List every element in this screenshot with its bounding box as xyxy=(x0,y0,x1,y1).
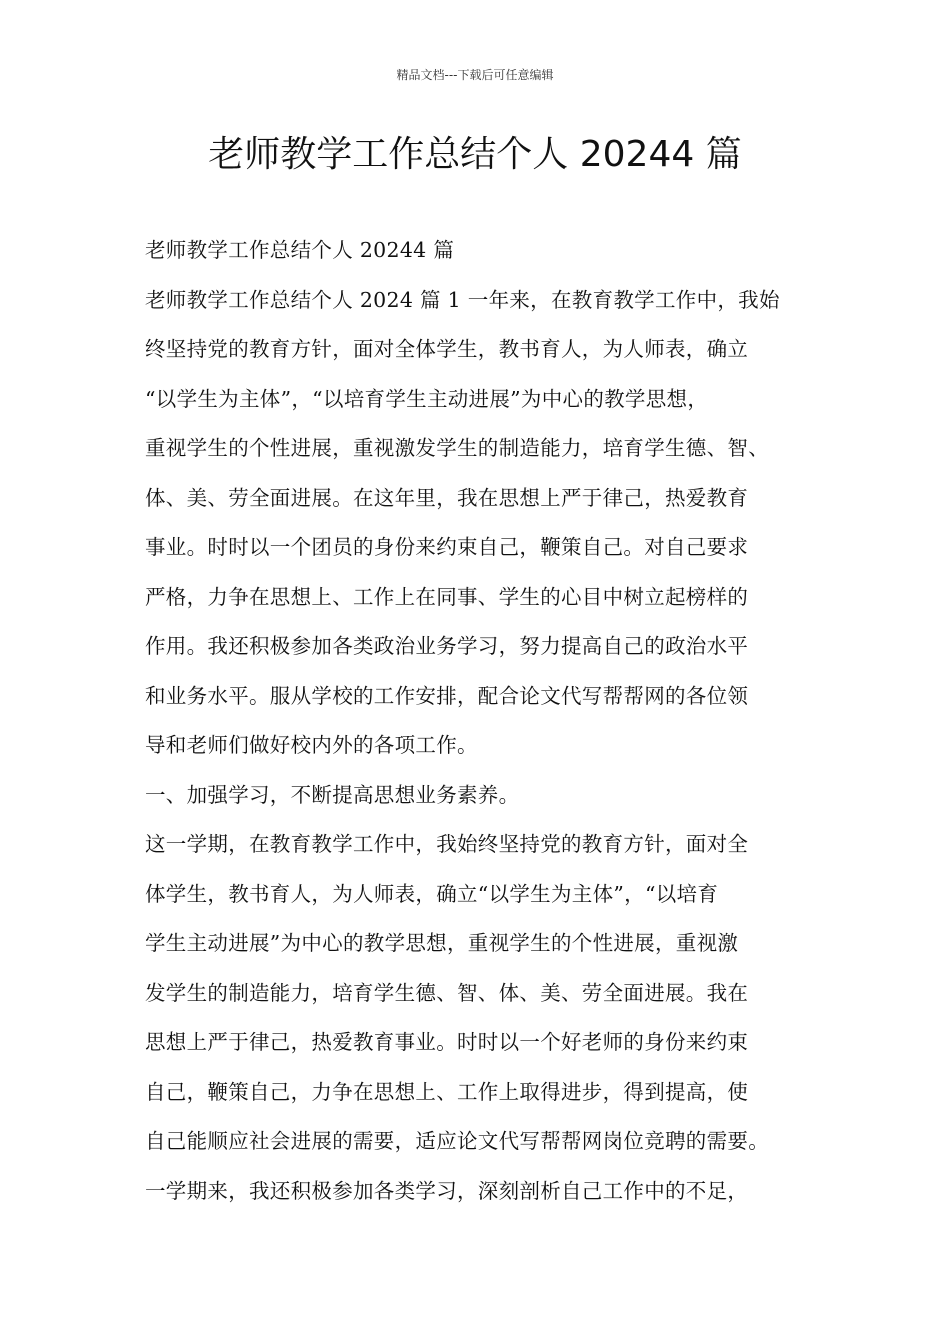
text-line: 事业。时时以一个团员的身份来约束自己，鞭策自己。对自己要求 xyxy=(145,535,749,559)
text-line: 这一学期，在教育教学工作中，我始终坚持党的教育方针，面对全 xyxy=(145,832,749,856)
document-title: 老师教学工作总结个人 20244 篇 xyxy=(208,134,742,175)
text-line: 重视学生的个性进展，重视激发学生的制造能力，培育学生德、智、 xyxy=(145,436,769,460)
section-heading: 一、加强学习，不断提高思想业务素养。 xyxy=(145,782,520,807)
text-line: 发学生的制造能力，培育学生德、智、体、美、劳全面进展。我在 xyxy=(145,980,749,1005)
text-line: 终坚持党的教育方针，面对全体学生，教书育人，为人师表，确立 xyxy=(145,337,749,361)
text-line: 严格，力争在思想上、工作上在同事、学生的心目中树立起榜样的 xyxy=(145,584,749,609)
text-line: 导和老师们做好校内外的各项工作。 xyxy=(145,733,478,757)
text-line: 自己，鞭策自己，力争在思想上、工作上取得进步，得到提高，使 xyxy=(145,1079,749,1104)
text-line: 体学生，教书育人，为人师表，确立“以学生为主体”，“以培育 xyxy=(145,881,719,906)
text-line: 和业务水平。服从学校的工作安排，配合论文代写帮帮网的各位领 xyxy=(145,683,749,708)
text-line: 老师教学工作总结个人 2024 篇 1 一年来，在教育教学工作中，我始 xyxy=(145,287,780,312)
text-line: 一学期来，我还积极参加各类学习，深刻剖析自己工作中的不足， xyxy=(145,1178,749,1203)
text-line: 作用。我还积极参加各类政治业务学习，努力提高自己的政治水平 xyxy=(145,634,749,658)
text-line: 体、美、劳全面进展。在这年里，我在思想上严于律己，热爱教育 xyxy=(145,485,749,510)
subtitle-line: 老师教学工作总结个人 20244 篇 xyxy=(145,238,455,262)
header-note: 精品文档---下载后可任意编辑 xyxy=(396,68,554,82)
text-line: 思想上严于律己，热爱教育事业。时时以一个好老师的身份来约束 xyxy=(145,1030,749,1054)
document-body xyxy=(145,231,825,1221)
text-line: 自己能顺应社会进展的需要，适应论文代写帮帮网岗位竞聘的需要。 xyxy=(145,1129,769,1153)
text-line: 学生主动进展”为中心的教学思想，重视学生的个性进展，重视激 xyxy=(145,931,739,955)
text-line: “以学生为主体”，“以培育学生主动进展”为中心的教学思想， xyxy=(145,386,709,411)
